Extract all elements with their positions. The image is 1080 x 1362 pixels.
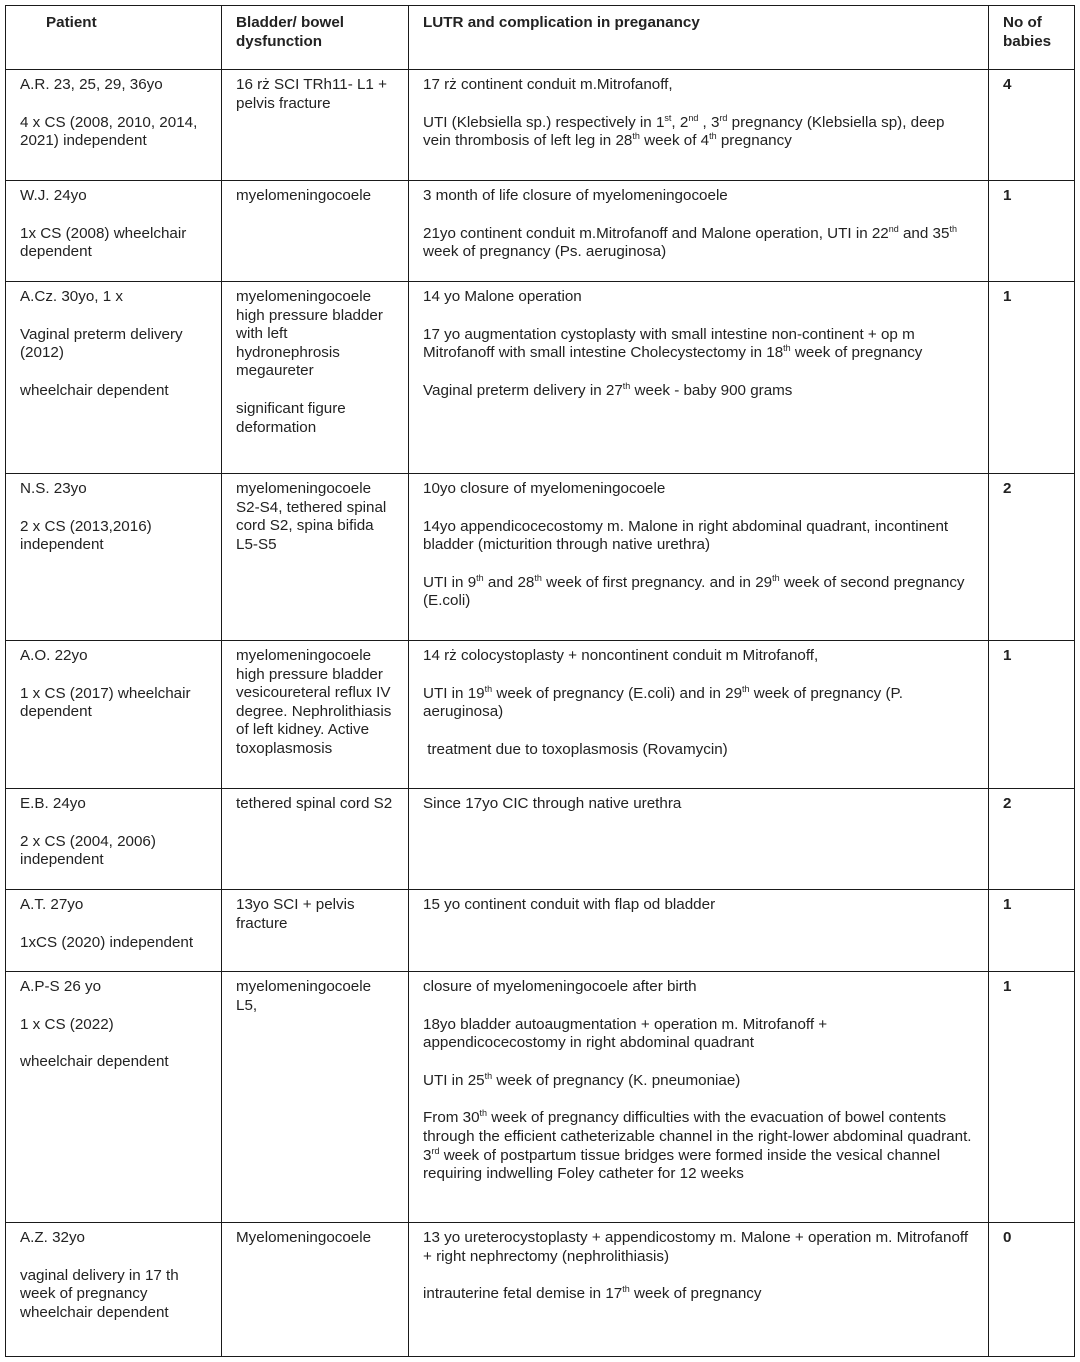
patient-table xyxy=(5,5,1075,1357)
table-row xyxy=(6,972,1075,1223)
cell-dysfunction xyxy=(222,890,409,972)
cell-dysfunction-text: myelomeningocoele high pressure bladder with left hydronephrosis megaureter xyxy=(236,288,383,380)
cell-babies xyxy=(989,641,1075,789)
cell-patient xyxy=(6,641,222,789)
table-row xyxy=(6,641,1075,789)
cell-lutr xyxy=(409,789,989,890)
cell-patient-text: E.B. 24yo xyxy=(20,795,86,812)
cell-dysfunction-text: myelomeningocoele S2-S4, tethered spinal cord S2, spina bifida L5-S5 xyxy=(236,480,387,553)
cell-dysfunction xyxy=(222,789,409,890)
cell-lutr-text: 13 yo ureterocystoplasty + appendicostomy m. Malone + operation m. Mitrofanoff + right nephrectomy (nephrolithiasis) xyxy=(423,1229,969,1265)
table-header-row xyxy=(6,6,1075,70)
cell-patient-text: A.R. 23, 25, 29, 36yo xyxy=(20,76,163,93)
babies-count: 1 xyxy=(1003,288,1012,305)
cell-lutr-text: 17 yo augmentation cystoplasty with small intestine non-continent + op m Mitrofanoff with small intestine Cholecystectomy in 18th week of pregnancy xyxy=(423,325,923,362)
cell-lutr-text: UTI in 19th week of pregnancy (E.coli) and in 29th week of pregnancy (P. aeruginosa) xyxy=(423,683,903,721)
cell-lutr-text: 15 yo continent conduit with flap od bladder xyxy=(423,896,716,913)
babies-count: 0 xyxy=(1003,1229,1012,1246)
table-row xyxy=(6,789,1075,890)
cell-dysfunction xyxy=(222,1223,409,1357)
cell-babies xyxy=(989,181,1075,282)
cell-lutr-text: Vaginal preterm delivery in 27th week - baby 900 grams xyxy=(423,380,793,399)
cell-dysfunction-text: myelomeningocoele L5, xyxy=(236,978,372,1014)
cell-dysfunction-text: 16 rż SCI TRh11- L1 + pelvis fracture xyxy=(236,76,387,112)
cell-patient-text: Vaginal preterm delivery (2012) xyxy=(20,325,183,362)
cell-lutr xyxy=(409,474,989,641)
cell-dysfunction-text: 13yo SCI + pelvis fracture xyxy=(236,896,355,932)
cell-patient-text: 1xCS (2020) independent xyxy=(20,933,194,951)
cell-patient-text: 1x CS (2008) wheelchair dependent xyxy=(20,224,187,261)
header-dysfunction: Bladder/ bowel dysfunction xyxy=(222,6,409,70)
cell-dysfunction-text: Myelomeningocoele xyxy=(236,1229,372,1246)
header-patient: Patient xyxy=(6,6,222,70)
cell-lutr xyxy=(409,1223,989,1357)
cell-lutr-text: closure of myelomeningocoele after birth xyxy=(423,978,697,995)
cell-patient xyxy=(6,890,222,972)
cell-lutr-text: 14yo appendicocecostomy m. Malone in right abdominal quadrant, incontinent bladder (micturition through native urethra) xyxy=(423,517,949,554)
cell-lutr-text: 14 yo Malone operation xyxy=(423,288,582,305)
cell-patient-text: A.T. 27yo xyxy=(20,896,84,913)
cell-patient-text: 1 x CS (2017) wheelchair dependent xyxy=(20,684,191,721)
cell-patient-text: A.O. 22yo xyxy=(20,647,88,664)
cell-babies xyxy=(989,474,1075,641)
cell-dysfunction-text: tethered spinal cord S2 xyxy=(236,795,393,812)
cell-patient xyxy=(6,789,222,890)
cell-patient xyxy=(6,1223,222,1357)
cell-babies xyxy=(989,890,1075,972)
table-row xyxy=(6,70,1075,181)
cell-babies xyxy=(989,972,1075,1223)
table-row xyxy=(6,1223,1075,1357)
cell-lutr-text: 18yo bladder autoaugmentation + operation m. Mitrofanoff + appendicocecostomy in right abdominal quadrant xyxy=(423,1015,828,1052)
cell-lutr-text: UTI (Klebsiella sp.) respectively in 1st, 2nd , 3rd pregnancy (Klebsiella sp), deep vein thrombosis of left leg in 28th week of 4th pregnancy xyxy=(423,112,945,150)
cell-babies xyxy=(989,282,1075,474)
cell-patient-text: wheelchair dependent xyxy=(20,381,169,399)
babies-count: 1 xyxy=(1003,896,1012,913)
cell-lutr xyxy=(409,282,989,474)
table-row xyxy=(6,890,1075,972)
cell-patient-text: 1 x CS (2022) xyxy=(20,1015,114,1033)
cell-babies xyxy=(989,70,1075,181)
cell-patient-text: wheelchair dependent xyxy=(20,1053,169,1071)
cell-dysfunction xyxy=(222,972,409,1223)
cell-lutr-text: intrauterine fetal demise in 17th week of pregnancy xyxy=(423,1284,762,1303)
cell-patient-text: A.P-S 26 yo xyxy=(20,978,102,995)
table-body xyxy=(6,70,1075,1357)
cell-dysfunction xyxy=(222,474,409,641)
cell-patient-text: N.S. 23yo xyxy=(20,480,87,497)
table-row xyxy=(6,282,1075,474)
cell-lutr xyxy=(409,972,989,1223)
cell-dysfunction xyxy=(222,282,409,474)
cell-lutr xyxy=(409,641,989,789)
cell-lutr-text: Since 17yo CIC through native urethra xyxy=(423,795,682,812)
cell-dysfunction xyxy=(222,70,409,181)
cell-lutr-text: 3 month of life closure of myelomeningocoele xyxy=(423,187,728,204)
babies-count: 1 xyxy=(1003,187,1012,204)
cell-lutr xyxy=(409,890,989,972)
cell-dysfunction-text: significant figure deformation xyxy=(236,399,346,436)
cell-patient xyxy=(6,972,222,1223)
cell-lutr-text: From 30th week of pregnancy difficulties with the evacuation of bowel contents through the efficient catheterizable channel in the right-lower abdominal quadrant. 3rd week of postpartum tissue bridges were formed inside the vesical channel requiring indwelling Foley catheter for 12 weeks xyxy=(423,1108,972,1183)
cell-patient-text: W.J. 24yo xyxy=(20,187,87,204)
cell-dysfunction xyxy=(222,641,409,789)
cell-patient-text: A.Z. 32yo xyxy=(20,1229,85,1246)
cell-dysfunction-text: myelomeningocoele xyxy=(236,187,372,204)
cell-lutr xyxy=(409,70,989,181)
cell-lutr-text: UTI in 25th week of pregnancy (K. pneumoniae) xyxy=(423,1070,741,1089)
babies-count: 4 xyxy=(1003,76,1012,93)
cell-babies xyxy=(989,1223,1075,1357)
cell-patient-text: vaginal delivery in 17 th week of pregnancy wheelchair dependent xyxy=(20,1266,179,1321)
cell-babies xyxy=(989,789,1075,890)
header-babies: No of babies xyxy=(989,6,1075,70)
table-row xyxy=(6,474,1075,641)
cell-lutr-text: 21yo continent conduit m.Mitrofanoff and Malone operation, UTI in 22nd and 35th week of pregnancy (Ps. aeruginosa) xyxy=(423,223,962,261)
header-lutr: LUTR and complication in preganancy xyxy=(409,6,989,70)
cell-lutr-text: 17 rż continent conduit m.Mitrofanoff, xyxy=(423,76,673,93)
babies-count: 1 xyxy=(1003,978,1012,995)
cell-lutr-text: 10yo closure of myelomeningocoele xyxy=(423,480,666,497)
babies-count: 2 xyxy=(1003,480,1012,497)
cell-patient-text: 2 x CS (2004, 2006) independent xyxy=(20,832,156,869)
babies-count: 2 xyxy=(1003,795,1012,812)
cell-patient-text: 4 x CS (2008, 2010, 2014, 2021) independent xyxy=(20,113,198,150)
cell-dysfunction-text: myelomeningocoele high pressure bladder vesicoureteral reflux IV degree. Nephrolithiasis of left kidney. Active toxoplasmosis xyxy=(236,647,392,757)
cell-patient xyxy=(6,474,222,641)
cell-lutr-text: 14 rż colocystoplasty + noncontinent conduit m Mitrofanoff, xyxy=(423,647,819,664)
cell-dysfunction xyxy=(222,181,409,282)
cell-patient-text: A.Cz. 30yo, 1 x xyxy=(20,288,123,305)
cell-patient xyxy=(6,181,222,282)
cell-lutr-text: UTI in 9th and 28th week of first pregnancy. and in 29th week of second pregnancy (E.coli) xyxy=(423,572,965,610)
babies-count: 1 xyxy=(1003,647,1012,664)
cell-lutr xyxy=(409,181,989,282)
cell-patient xyxy=(6,70,222,181)
cell-patient xyxy=(6,282,222,474)
table-row xyxy=(6,181,1075,282)
cell-lutr-text: treatment due to toxoplasmosis (Rovamycin) xyxy=(423,740,728,758)
cell-patient-text: 2 x CS (2013,2016) independent xyxy=(20,517,152,554)
